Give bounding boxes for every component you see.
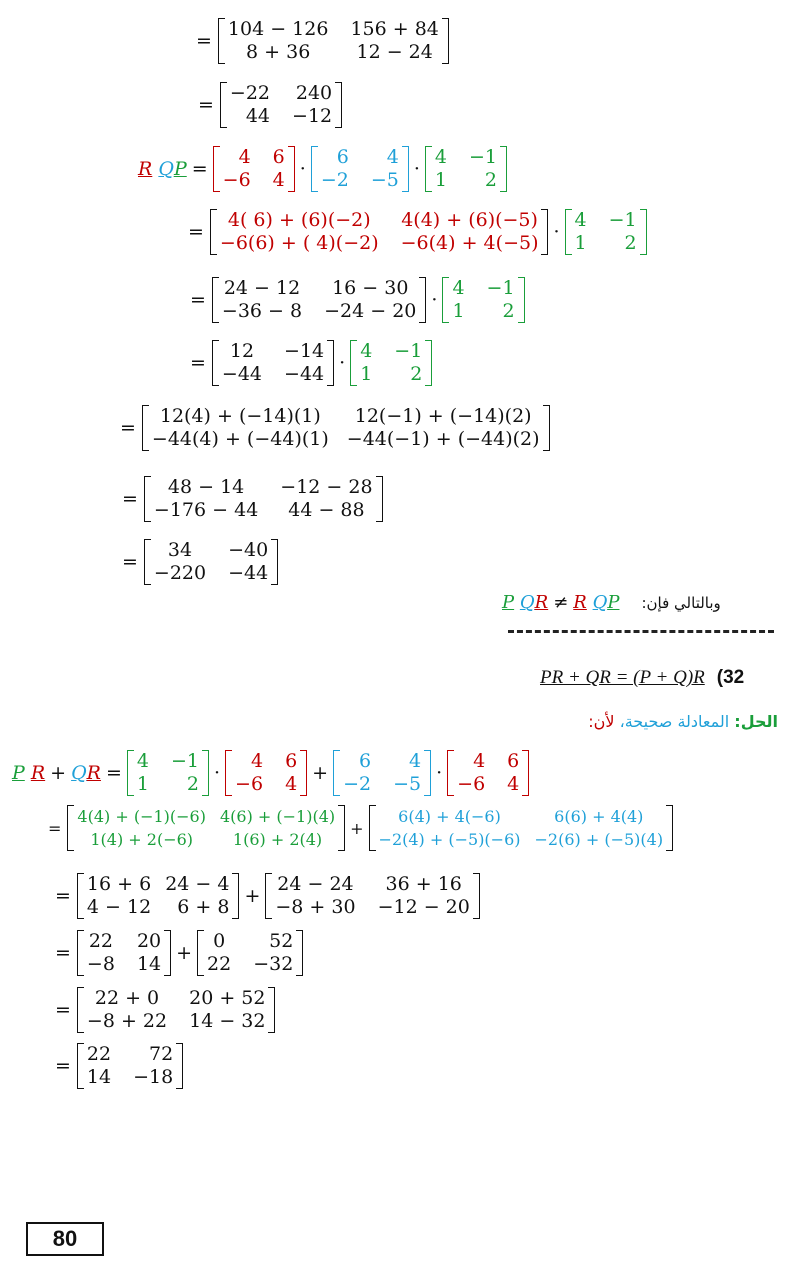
problem-heading bbox=[540, 667, 744, 689]
cell: 6 bbox=[359, 750, 372, 772]
matrix bbox=[144, 476, 383, 522]
cell: −2 bbox=[320, 169, 349, 191]
cell: −2(4) + (−5)(−6) bbox=[378, 830, 521, 849]
cell: 22 bbox=[86, 1043, 112, 1065]
cell: 20 + 52 bbox=[189, 987, 266, 1009]
cell: 24 − 24 bbox=[277, 873, 354, 895]
cell: −44(−1) + (−44)(2) bbox=[346, 428, 540, 450]
cell: 4 bbox=[434, 146, 447, 168]
matrix bbox=[212, 277, 426, 323]
solution-line bbox=[588, 712, 778, 731]
cell: 6 + 8 bbox=[177, 896, 230, 918]
matrix-label-p: P bbox=[173, 158, 187, 180]
matrix bbox=[77, 930, 171, 976]
cell: 2 bbox=[410, 363, 423, 385]
cell: 12(−1) + (−14)(2) bbox=[354, 405, 532, 427]
cell: 4(4) + (6)(−5) bbox=[401, 209, 538, 231]
matrix bbox=[144, 539, 278, 585]
cell: 1 bbox=[434, 169, 447, 191]
cell: −5 bbox=[370, 169, 399, 191]
cell: 24 − 12 bbox=[223, 277, 301, 299]
cell: −32 bbox=[253, 953, 294, 975]
cell: −1 bbox=[468, 146, 497, 168]
cell: 6 bbox=[507, 750, 520, 772]
cell: 104 − 126 bbox=[227, 18, 329, 40]
cell: 156 + 84 bbox=[350, 18, 439, 40]
cell: −8 + 22 bbox=[86, 1010, 168, 1032]
cell: 2 bbox=[186, 773, 199, 795]
matrix bbox=[77, 987, 276, 1033]
problem-number: (32 bbox=[716, 667, 745, 688]
matrix-q bbox=[311, 146, 409, 192]
step-line-4: = 4( 6) + (6)(−2) 4(4) + (6)(−5) −6(6) + ( 4)(−2) −6(4) + 4(−5) · 4 −1 1 2 bbox=[188, 209, 647, 255]
cell: 4 bbox=[574, 209, 587, 231]
divider bbox=[508, 630, 774, 633]
solution-body: المعادلة صحيحة، bbox=[619, 712, 730, 731]
cell: −1 bbox=[608, 209, 637, 231]
cell: 240 bbox=[295, 82, 333, 104]
cell: 4 bbox=[473, 750, 486, 772]
step-line-9: = 34 −40 −220 −44 bbox=[122, 539, 278, 585]
cell: 4 − 12 bbox=[86, 896, 152, 918]
matrix-r bbox=[225, 750, 307, 796]
cell: 52 bbox=[269, 930, 294, 952]
cell: 1 bbox=[452, 300, 465, 322]
cell: 6 bbox=[285, 750, 298, 772]
rqp-line: R Q P = 4 6 −6 4 · 6 4 −2 −5 · 4 −1 1 2 bbox=[138, 146, 507, 192]
conclusion-line: P Q R ≠ R Q P وبالتالي فإن: bbox=[502, 592, 721, 613]
matrix-label-r: R bbox=[138, 158, 153, 180]
step-line-1: = 104 − 126 156 + 84 8 + 36 12 − 24 bbox=[196, 18, 449, 64]
b-step-line-6: = 22 72 14 −18 bbox=[55, 1043, 183, 1089]
cell: 4 bbox=[409, 750, 422, 772]
matrix bbox=[212, 340, 334, 386]
cell: 12 bbox=[229, 340, 255, 362]
cell: 12 − 24 bbox=[356, 41, 433, 63]
cell: 4 bbox=[136, 750, 149, 772]
cell: −22 bbox=[229, 82, 271, 104]
cell: −40 bbox=[228, 539, 269, 561]
cell: 4( 6) + (6)(−2) bbox=[227, 209, 371, 231]
b-step-line-4: = 22 20 −8 14 + 0 52 22 −32 bbox=[55, 930, 303, 976]
because-text: لأن: bbox=[588, 712, 615, 731]
therefore-text: وبالتالي فإن: bbox=[641, 593, 721, 612]
cell: −6(4) + 4(−5) bbox=[400, 232, 539, 254]
cell: 8 + 36 bbox=[246, 41, 311, 63]
matrix bbox=[265, 873, 479, 919]
cell: 14 − 32 bbox=[189, 1010, 266, 1032]
cell: 1(6) + 2(4) bbox=[232, 830, 323, 849]
cell: 4 bbox=[360, 340, 373, 362]
matrix-p bbox=[425, 146, 507, 192]
step-line-7: = 12(4) + (−14)(1) 12(−1) + (−14)(2) −44(4) + (−44)(1) −44(−1) + (−44)(2) bbox=[120, 405, 550, 451]
b-step-line-2: = 4(4) + (−1)(−6) 4(6) + (−1)(4) 1(4) + 2(−6) 1(6) + 2(4) + 6(4) + 4(−6) 6(6) + 4(4) −2(4) + (−5)(−6) −2(6) + (−5)(4) bbox=[48, 805, 673, 851]
cell: −8 + 30 bbox=[275, 896, 356, 918]
page-number: 80 bbox=[26, 1222, 104, 1256]
cell: −12 − 20 bbox=[377, 896, 470, 918]
matrix bbox=[77, 1043, 183, 1089]
matrix bbox=[197, 930, 303, 976]
cell: 22 + 0 bbox=[94, 987, 160, 1009]
cell: 22 bbox=[207, 953, 232, 975]
cell: −6 bbox=[235, 773, 264, 795]
cell: 1 bbox=[136, 773, 149, 795]
cell: −6(6) + ( 4)(−2) bbox=[219, 232, 379, 254]
cell: 4 bbox=[272, 169, 285, 191]
cell: 4(6) + (−1)(4) bbox=[219, 807, 336, 826]
cell: 2 bbox=[624, 232, 637, 254]
cell: −14 bbox=[284, 340, 325, 362]
cell: −1 bbox=[170, 750, 199, 772]
cell: 4 bbox=[507, 773, 520, 795]
cell: 0 bbox=[213, 930, 226, 952]
cell: −2(6) + (−5)(4) bbox=[534, 830, 664, 849]
cell: 4 bbox=[285, 773, 298, 795]
cell: 6(6) + 4(4) bbox=[554, 807, 644, 826]
cell: 6 bbox=[272, 146, 285, 168]
cell: −44(4) + (−44)(1) bbox=[151, 428, 329, 450]
step-line-8: = 48 − 14 −12 − 28 −176 − 44 44 − 88 bbox=[122, 476, 383, 522]
cell: −12 − 28 bbox=[280, 476, 373, 498]
cell: 6(4) + 4(−6) bbox=[398, 807, 501, 826]
step-line-5: = 24 − 12 16 − 30 −36 − 8 −24 − 20 · 4 −1 1 2 bbox=[190, 277, 525, 323]
step-line-2: = −22 240 44 −12 bbox=[198, 82, 342, 128]
step-line-6: = 12 −14 −44 −44 · 4 −1 1 2 bbox=[190, 340, 432, 386]
cell: 16 − 30 bbox=[332, 277, 409, 299]
cell: −36 − 8 bbox=[221, 300, 303, 322]
matrix-p bbox=[565, 209, 647, 255]
matrix bbox=[218, 18, 449, 64]
matrix bbox=[210, 209, 549, 255]
b-step-line-5: = 22 + 0 20 + 52 −8 + 22 14 − 32 bbox=[55, 987, 275, 1033]
matrix-r bbox=[447, 750, 529, 796]
cell: −44 bbox=[221, 363, 263, 385]
cell: −1 bbox=[486, 277, 515, 299]
cell: 16 + 6 bbox=[86, 873, 152, 895]
cell: −1 bbox=[394, 340, 423, 362]
cell: −44 bbox=[284, 363, 325, 385]
cell: −5 bbox=[393, 773, 422, 795]
b-step-line-3: = 16 + 6 24 − 4 4 − 12 6 + 8 + 24 − 24 36 + 16 −8 + 30 −12 − 20 bbox=[55, 873, 480, 919]
cell: 14 bbox=[86, 1066, 112, 1088]
matrix-label-q: Q bbox=[158, 158, 174, 180]
matrix bbox=[220, 82, 342, 128]
cell: −12 bbox=[292, 105, 333, 127]
cell: 34 bbox=[167, 539, 193, 561]
cell: −18 bbox=[133, 1066, 174, 1088]
cell: 4 bbox=[452, 277, 465, 299]
cell: 22 bbox=[88, 930, 114, 952]
cell: 24 − 4 bbox=[165, 873, 230, 895]
cell: 4 bbox=[250, 750, 264, 772]
cell: 36 + 16 bbox=[385, 873, 462, 895]
cell: 12(4) + (−14)(1) bbox=[159, 405, 321, 427]
cell: −44 bbox=[228, 562, 269, 584]
cell: 6 bbox=[336, 146, 349, 168]
matrix-r bbox=[213, 146, 295, 192]
solution-label: الحل: bbox=[734, 712, 778, 731]
cell: −8 bbox=[86, 953, 115, 975]
cell: 14 bbox=[136, 953, 162, 975]
cell: 44 bbox=[245, 105, 271, 127]
matrix-p bbox=[350, 340, 432, 386]
cell: −220 bbox=[153, 562, 207, 584]
cell: 2 bbox=[484, 169, 497, 191]
cell: 4(4) + (−1)(−6) bbox=[77, 807, 206, 826]
matrix bbox=[369, 805, 674, 851]
cell: −24 − 20 bbox=[324, 300, 417, 322]
problem-statement: PR + QR = (P + Q)R bbox=[540, 667, 705, 688]
cell: 2 bbox=[502, 300, 515, 322]
cell: 1 bbox=[360, 363, 373, 385]
cell: 48 − 14 bbox=[167, 476, 245, 498]
cell: 1 bbox=[574, 232, 587, 254]
matrix bbox=[77, 873, 240, 919]
cell: −6 bbox=[222, 169, 251, 191]
matrix-q bbox=[333, 750, 431, 796]
matrix bbox=[67, 805, 345, 851]
cell: −6 bbox=[457, 773, 486, 795]
cell: 20 bbox=[136, 930, 162, 952]
cell: 72 bbox=[149, 1043, 174, 1065]
cell: −176 − 44 bbox=[153, 499, 259, 521]
cell: 4 bbox=[238, 146, 251, 168]
cell: 1(4) + 2(−6) bbox=[90, 830, 194, 849]
matrix bbox=[142, 405, 550, 451]
cell: −2 bbox=[343, 773, 372, 795]
cell: 4 bbox=[386, 146, 399, 168]
cell: 44 − 88 bbox=[288, 499, 365, 521]
pr-qr-line: P R + Q R = 4 −1 1 2 · 4 6 −6 4 + 6 4 −2 −5 · 4 6 −6 4 bbox=[12, 750, 529, 796]
matrix-p bbox=[127, 750, 209, 796]
matrix-p bbox=[442, 277, 524, 323]
